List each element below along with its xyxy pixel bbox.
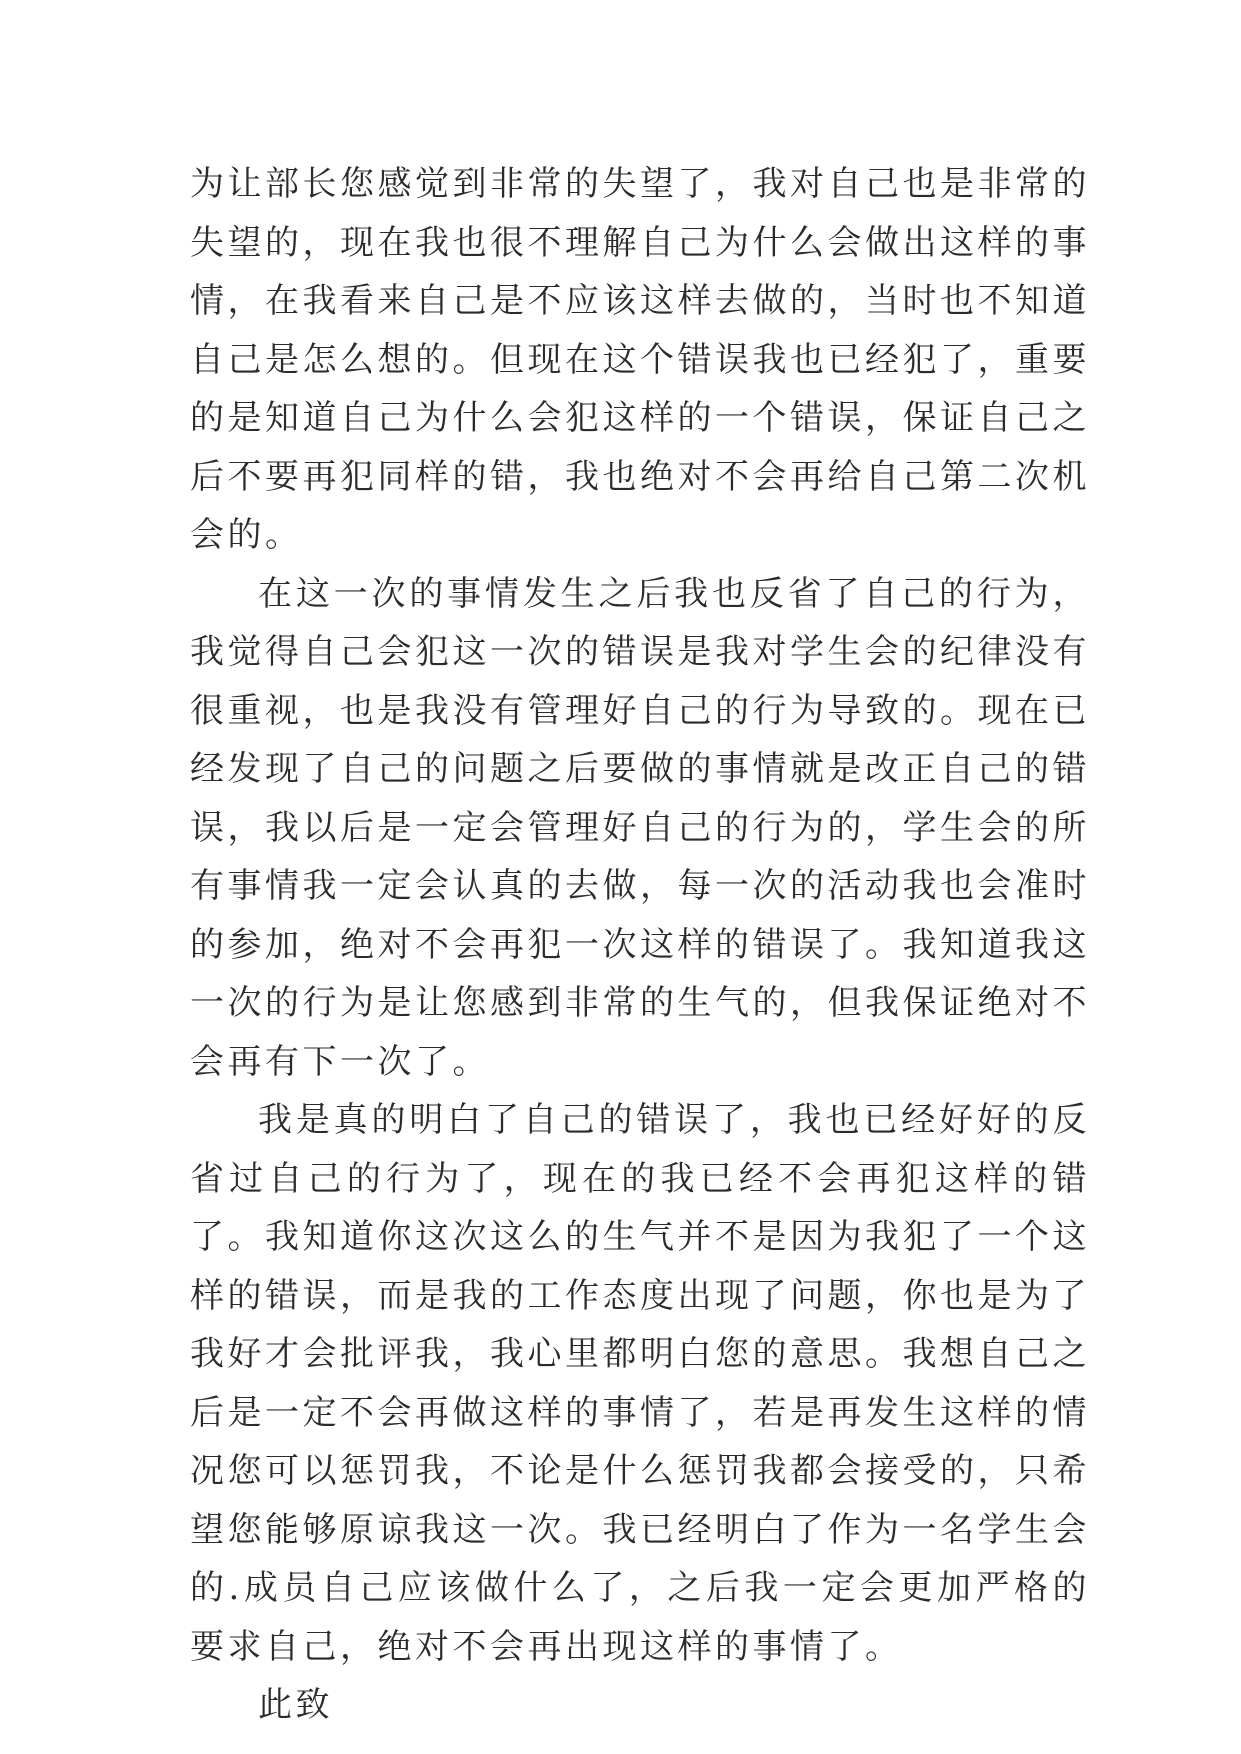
paragraph-3: 我是真的明白了自己的错误了，我也已经好好的反省过自己的行为了，现在的我已经不会再犯这样的错了。我知道你这次这么的生气并不是因为我犯了一个这样的错误，而是我的工作态度出现了问题，你也是为了我好才会批评我，我心里都明白您的意思。我想自己之后是一定不会再做这样的事情了，若是再发生这样的情况您可以惩罚我，不论是什么惩罚我都会接受的，只希望您能够原谅我这一次。我已经明白了作为一名学生会的.成员自己应该做什么了，之后我一定会更加严格的要求自己，绝对不会再出现这样的事情了。 <box>190 1100 1090 1667</box>
paragraph-1: 为让部长您感觉到非常的失望了，我对自己也是非常的失望的，现在我也很不理解自己为什么会做出这样的事情，在我看来自己是不应该这样去做的，当时也不知道自己是怎么想的。但现在这个错误我也已经犯了，重要的是知道自己为什么会犯这样的一个错误，保证自己之后不要再犯同样的错，我也绝对不会再给自己第二次机会的。 <box>190 164 1090 555</box>
closing-salutation: 此致 <box>258 1685 333 1725</box>
letter-body <box>190 155 1090 1735</box>
paragraph-2: 在这一次的事情发生之后我也反省了自己的行为，我觉得自己会犯这一次的错误是我对学生会的纪律没有很重视，也是我没有管理好自己的行为导致的。现在已经发现了自己的问题之后要做的事情就是改正自己的错误，我以后是一定会管理好自己的行为的，学生会的所有事情我一定会认真的去做，每一次的活动我也会准时的参加，绝对不会再犯一次这样的错误了。我知道我这一次的行为是让您感到非常的生气的，但我保证绝对不会再有下一次了。 <box>190 573 1090 1082</box>
